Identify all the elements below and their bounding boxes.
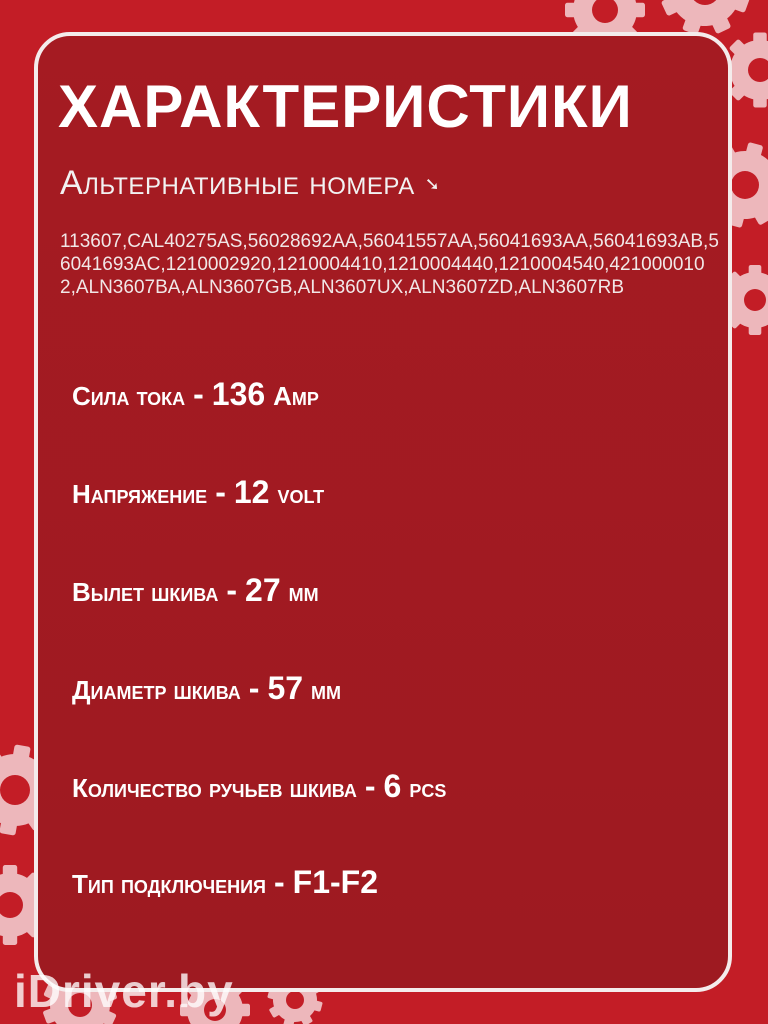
spec-dash: - xyxy=(364,768,376,804)
spec-value: 27 xyxy=(245,572,281,608)
spec-pulley-diameter xyxy=(72,670,341,714)
spec-name: Вылет шкива xyxy=(72,577,219,607)
spec-name: Сила тока xyxy=(72,381,186,411)
spec-connection-type xyxy=(72,864,386,908)
alt-numbers-list: 113607,CAL40275AS,56028692AA,56041557AA,56041693AA,56041693AB,56041693AC,1210002920,1210004410,1210004440,1210004540,4210000102,ALN3607BA,ALN3607GB,ALN3607UX,ALN3607ZD,ALN3607RB xyxy=(60,231,719,298)
spec-name: Напряжение xyxy=(72,479,208,509)
spec-dash: - xyxy=(193,376,204,412)
spec-unit: pcs xyxy=(409,773,447,803)
spec-unit: Amp xyxy=(273,381,319,411)
spec-value: 6 xyxy=(383,768,402,804)
spec-pulley-offset xyxy=(72,572,319,616)
spec-name: Тип подключения xyxy=(72,869,266,899)
alt-numbers-heading-text: Альтернативные номера xyxy=(60,164,415,202)
alt-numbers-heading xyxy=(60,164,440,203)
spec-current xyxy=(72,376,319,420)
spec-name: Диаметр шкива xyxy=(72,675,241,705)
spec-value: F1-F2 xyxy=(292,864,378,900)
spec-dash: - xyxy=(273,864,285,900)
spec-voltage xyxy=(72,474,324,518)
spec-value: 57 xyxy=(267,670,304,706)
specs-card xyxy=(34,32,732,992)
spec-dash: - xyxy=(215,474,226,510)
watermark-text: iDriver.by xyxy=(14,965,234,1017)
spec-unit: volt xyxy=(277,479,325,509)
spec-value: 136 xyxy=(211,376,266,412)
spec-value: 12 xyxy=(233,474,270,510)
arrow-down-right-icon: ➘ xyxy=(424,174,441,194)
spec-dash: - xyxy=(226,572,238,608)
spec-name: Количество ручьев шкива xyxy=(72,773,357,803)
page-title: ХАРАКТЕРИСТИКИ xyxy=(58,73,633,140)
spec-dash: - xyxy=(248,670,260,706)
spec-unit: мм xyxy=(311,675,342,705)
spec-pulley-grooves xyxy=(72,768,446,812)
spec-unit: мм xyxy=(288,577,319,607)
